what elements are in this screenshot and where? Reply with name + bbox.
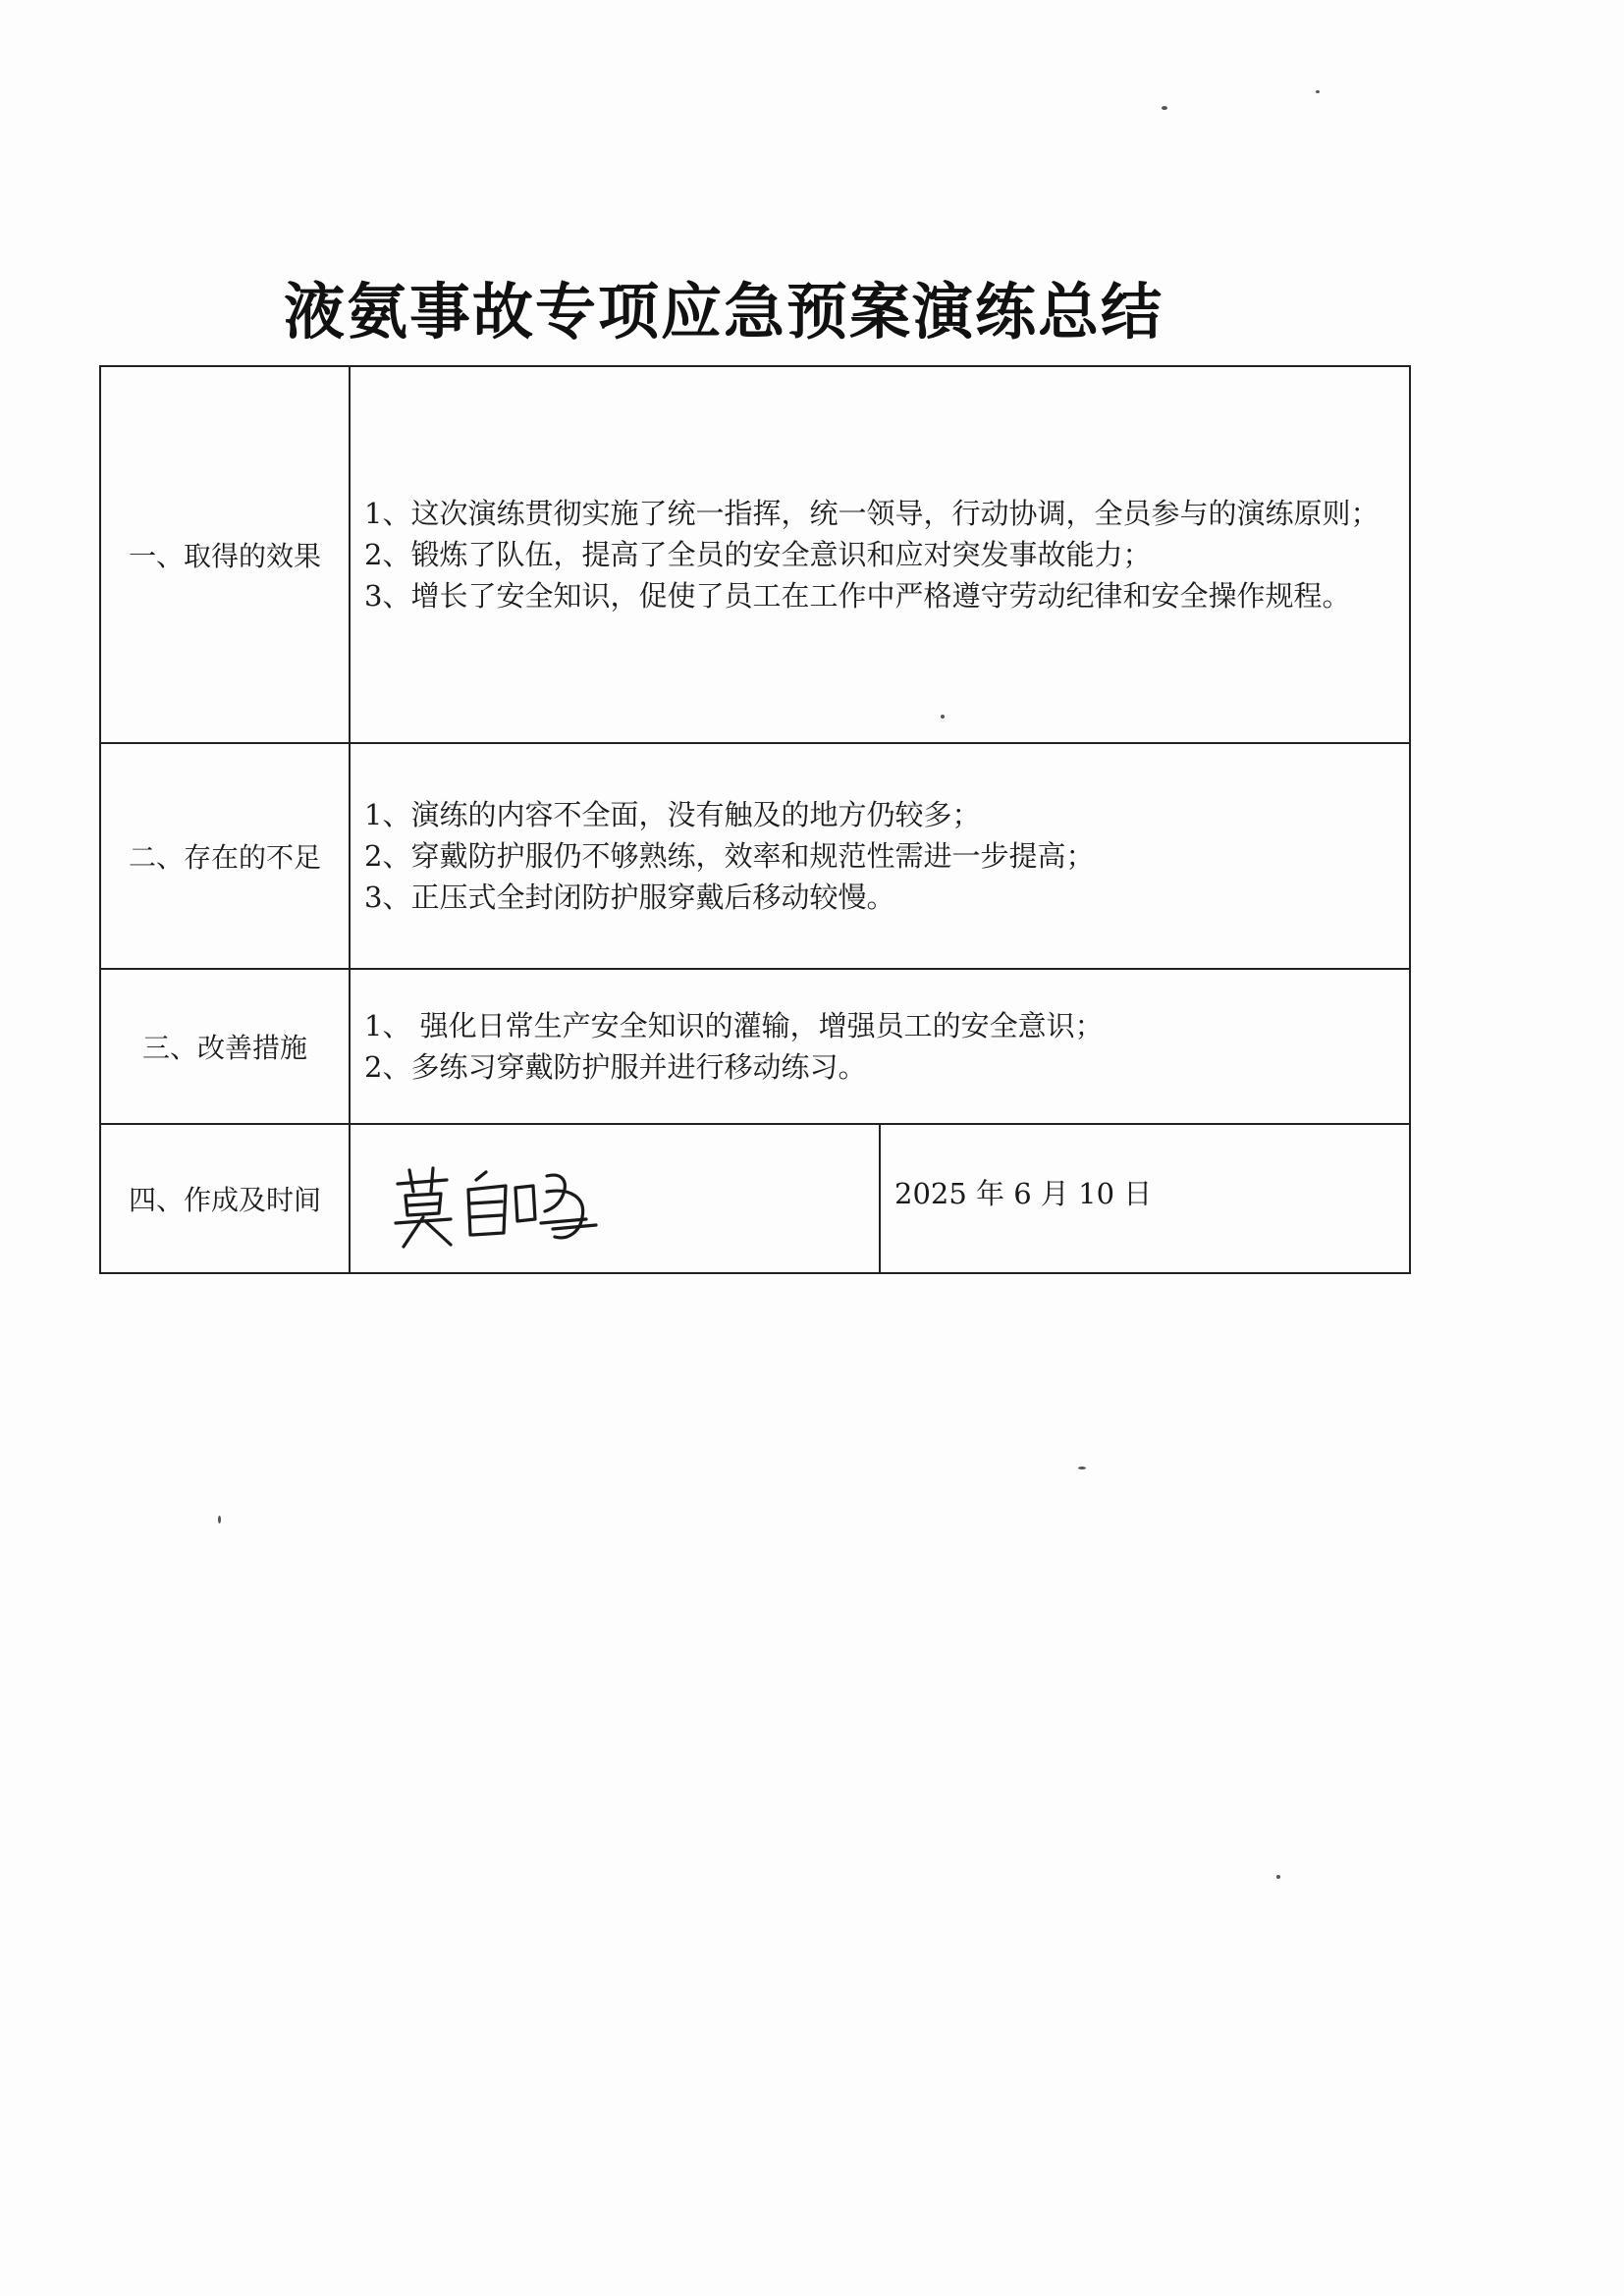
effect-line-1: 1、这次演练贯彻实施了统一指挥，统一领导，行动协调，全员参与的演练原则；	[364, 497, 1380, 530]
measure-line-1: 1、 强化日常生产安全知识的灌输，增强员工的安全意识；	[364, 1009, 1104, 1042]
scan-speck	[1078, 1467, 1086, 1469]
row-content-effect	[350, 366, 1410, 743]
date-cell	[880, 1124, 1410, 1273]
scan-speck	[1162, 106, 1167, 110]
document-date: 2025 年 6 月 10 日	[894, 1177, 1153, 1210]
table-row-effect	[100, 366, 1410, 743]
document-title: 液氨事故专项应急预案演练总结	[283, 276, 1164, 347]
scan-speck	[1276, 1875, 1280, 1879]
scan-speck	[218, 1516, 221, 1523]
table-row-author	[100, 1124, 1410, 1273]
row-content-shortage	[350, 743, 1410, 969]
row-label-shortage: 二、存在的不足	[100, 743, 350, 969]
measure-line-2: 2、多练习穿戴防护服并进行移动练习。	[364, 1050, 867, 1084]
handwritten-signature	[390, 1162, 625, 1251]
signature-cell	[350, 1124, 880, 1273]
table-row-measure	[100, 969, 1410, 1124]
shortage-line-1: 1、演练的内容不全面，没有触及的地方仍较多；	[364, 798, 981, 831]
row-label-measure: 三、改善措施	[100, 969, 350, 1124]
scan-speck	[941, 715, 945, 719]
shortage-line-2: 2、穿戴防护服仍不够熟练，效率和规范性需进一步提高；	[364, 839, 1095, 873]
row-label-effect: 一、取得的效果	[100, 366, 350, 743]
shortage-line-3: 3、正压式全封闭防护服穿戴后移动较慢。	[364, 881, 895, 914]
row-label-author: 四、作成及时间	[100, 1124, 350, 1273]
table-row-shortage	[100, 743, 1410, 969]
effect-line-2: 2、锻炼了队伍，提高了全员的安全意识和应对突发事故能力；	[364, 538, 1152, 571]
effect-line-3: 3、增长了安全知识，促使了员工在工作中严格遵守劳动纪律和安全操作规程。	[364, 579, 1351, 613]
row-content-measure	[350, 969, 1410, 1124]
scan-speck	[1316, 90, 1320, 93]
summary-table	[99, 365, 1411, 1274]
